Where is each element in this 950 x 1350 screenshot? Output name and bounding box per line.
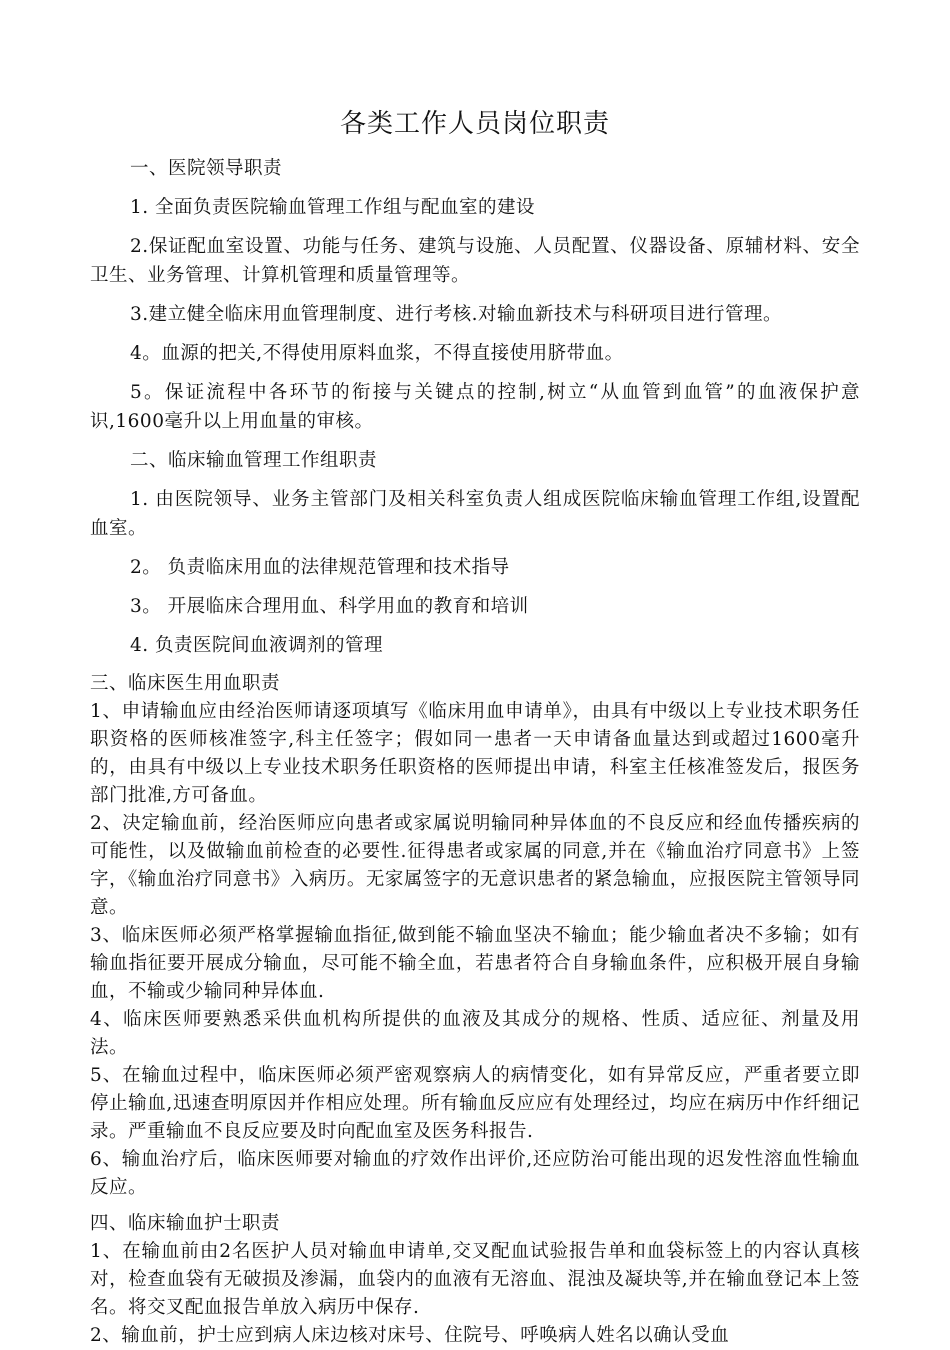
section-3 [90, 670, 860, 1202]
section-heading: 二、临床输血管理工作组职责 [130, 450, 378, 471]
list-item: 4. 负责医院间血液调剂的管理 [130, 635, 384, 656]
document-title: 各类工作人员岗位职责 [339, 109, 610, 139]
list-item: 3。 开展临床合理用血、科学用血的教育和培训 [130, 596, 529, 617]
list-item: 2、输血前，护士应到病人床边核对床号、住院号、呼唤病人姓名以确认受血 [90, 1325, 730, 1346]
list-item: 3.建立健全临床用血管理制度、进行考核.对输血新技术与科研项目进行管理。 [130, 304, 783, 325]
list-item: 2、决定输血前，经治医师应向患者或家属说明输同种异体血的不良反应和经血传播疾病的可能性，以及做输血前检查的必要性.征得患者或家属的同意,并在《输血治疗同意书》上签字，《输血治疗同意书》入病历。无家属签字的无意识患者的紧急输血，应报医院主管领导同意。 [90, 813, 860, 918]
list-item: 1、在输血前由2名医护人员对输血申请单,交叉配血试验报告单和血袋标签上的内容认真核对，检查血袋有无破损及渗漏，血袋内的血液有无溶血、混浊及凝块等,并在输血登记本上签名。将交叉配血报告单放入病历中保存. [90, 1241, 860, 1318]
list-item: 2.保证配血室设置、功能与任务、建筑与设施、人员配置、仪器设备、原辅材料、安全卫生、业务管理、计算机管理和质量管理等。 [90, 236, 860, 286]
list-item: 4。血源的把关,不得使用原料血浆，不得直接使用脐带血。 [130, 343, 624, 364]
section-heading: 三、临床医生用血职责 [90, 673, 281, 694]
section-2 [90, 446, 860, 660]
list-item: 1、申请输血应由经治医师请逐项填写《临床用血申请单》，由具有中级以上专业技术职务任职资格的医师核准签字,科主任签字；假如同一患者一天申请备血量达到或超过1600毫升的，由具有中级以上专业技术职务任职资格的医师提出申请，科室主任核准签发后，报医务部门批准,方可备血。 [90, 701, 860, 806]
list-item: 6、输血治疗后，临床医师要对输血的疗效作出评价,还应防治可能出现的迟发性溶血性输血反应。 [90, 1149, 860, 1198]
list-item: 2。 负责临床用血的法律规范管理和技术指导 [130, 557, 510, 578]
list-item: 1. 全面负责医院输血管理工作组与配血室的建设 [130, 197, 536, 218]
list-item: 5、在输血过程中，临床医师必须严密观察病人的病情变化，如有异常反应，严重者要立即停止输血,迅速查明原因并作相应处理。所有输血反应应有处理经过，均应在病历中作纤细记录。严重输血不良反应要及时向配血室及医务科报告. [90, 1065, 860, 1142]
section-1 [90, 154, 860, 436]
section-heading: 一、医院领导职责 [130, 158, 283, 179]
list-item: 4、临床医师要熟悉采供血机构所提供的血液及其成分的规格、性质、适应征、剂量及用法。 [90, 1009, 860, 1058]
section-heading: 四、临床输血护士职责 [90, 1213, 281, 1234]
list-item: 5。保证流程中各环节的衔接与关键点的控制,树立“从血管到血管”的血液保护意识,1600毫升以上用血量的审核。 [90, 382, 860, 432]
list-item: 3、临床医师必须严格掌握输血指征,做到能不输血坚决不输血；能少输血者决不多输；如有输血指征要开展成分输血，尽可能不输全血，若患者符合自身输血条件，应积极开展自身输血，不输或少输同种异体血. [90, 925, 860, 1002]
section-4 [90, 1210, 860, 1350]
list-item: 1. 由医院领导、业务主管部门及相关科室负责人组成医院临床输血管理工作组,设置配血室。 [90, 489, 860, 539]
